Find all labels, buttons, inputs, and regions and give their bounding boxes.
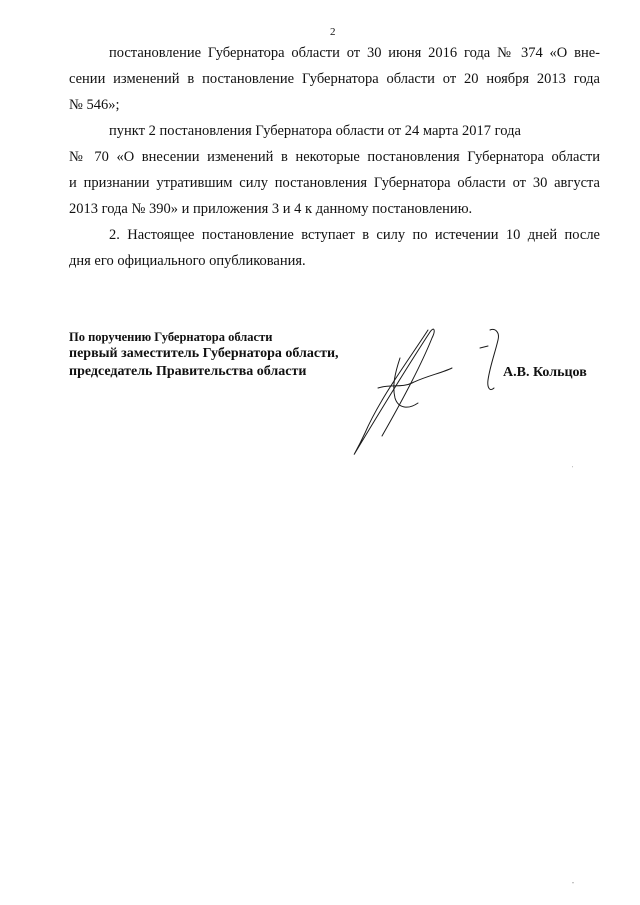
position-line-1: первый заместитель Губернатора области, — [69, 346, 339, 361]
paragraph-2-line-1: пункт 2 постановления Губернатора области от 24 марта 2017 года — [109, 123, 521, 139]
handwritten-signature — [340, 318, 520, 468]
paragraph-1-line-3: № 546»; — [69, 97, 120, 113]
paragraph-2-line-4: 2013 года № 390» и приложения 3 и 4 к данному постановлению. — [69, 201, 473, 217]
paragraph-3-line-1: 2. Настоящее постановление вступает в силу по истечении 10 дней после — [109, 227, 600, 243]
paragraph-1-line-1: постановление Губернатора области от 30 июня 2016 года № 374 «О вне- — [109, 45, 600, 61]
signer-name: А.В. Кольцов — [503, 365, 587, 380]
paragraph-2-line-2: № 70 «О внесении изменений в некоторые постановления Губернатора области — [69, 149, 600, 165]
page-number: 2 — [330, 26, 336, 38]
right-margin-mark: ' — [572, 466, 574, 472]
paragraph-3-line-2: дня его официального опубликования. — [69, 253, 306, 269]
on-behalf-label: По поручению Губернатора области — [69, 330, 273, 344]
paragraph-2-line-3: и признании утратившим силу постановления Губернатора области от 30 августа — [69, 175, 600, 191]
paragraph-1-line-2: сении изменений в постановление Губернатора области от 20 ноября 2013 года — [69, 71, 600, 87]
position-line-2: председатель Правительства области — [69, 364, 307, 379]
bottom-right-mark: '' — [572, 882, 575, 888]
